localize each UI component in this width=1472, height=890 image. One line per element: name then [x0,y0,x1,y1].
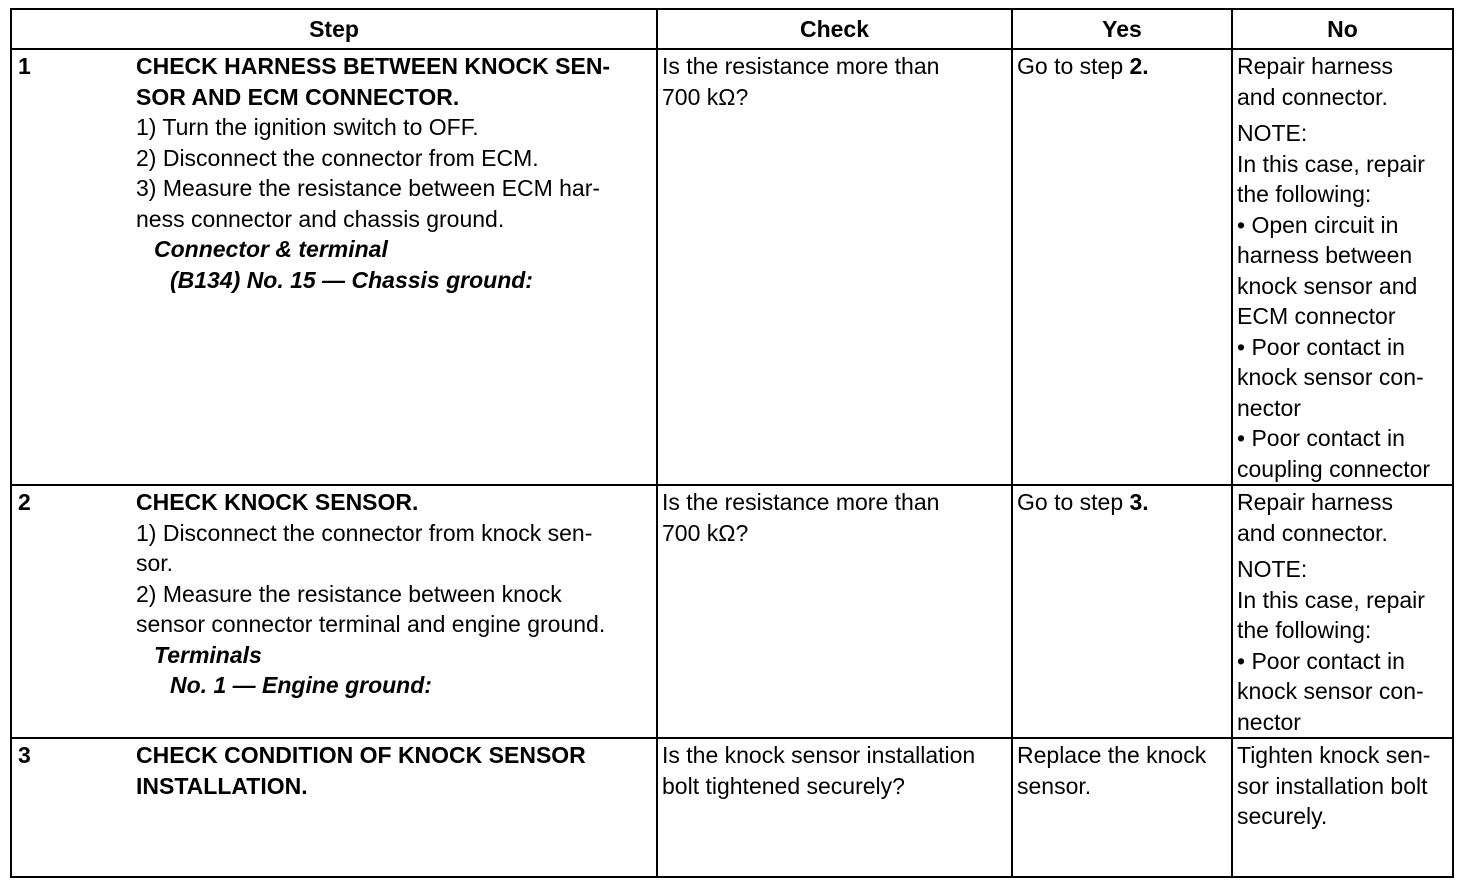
step-cell [11,485,657,738]
note-label: NOTE: [1237,120,1308,146]
instruction-line: sensor connector terminal and engine ground. [136,611,606,637]
note-line: In this case, repair [1237,586,1425,613]
no-line: and connector. [1237,83,1388,110]
note-line: In this case, repair [1237,150,1425,177]
header-row [11,9,1453,49]
table-row [11,49,1453,485]
check-cell [657,738,1012,877]
bullet-line: harness between [1237,242,1413,268]
header-yes: Yes [1012,9,1232,49]
header-no: No [1232,9,1453,49]
step-title-line: CHECK CONDITION OF KNOCK SENSOR [136,742,586,768]
no-line: Repair harness [1237,53,1393,79]
header-check: Check [657,9,1012,49]
check-line: 700 kΩ? [662,83,749,110]
no-line: securely. [1237,803,1328,829]
bullet-line: nector [1237,708,1301,735]
instruction-line: 3) Measure the resistance between ECM har- [136,175,601,201]
bullet-line: knock sensor and [1237,272,1418,299]
check-cell [657,485,1012,738]
instruction-line: ness connector and chassis ground. [136,205,505,232]
no-cell [1232,49,1453,485]
yes-cell [1012,738,1232,877]
bullet-line: nector [1237,394,1301,421]
bullet-line: knock sensor con- [1237,364,1424,390]
no-line: sor installation bolt [1237,772,1428,799]
table-row [11,485,1453,738]
table-row [11,738,1453,877]
step-title-line: SOR AND ECM CONNECTOR. [136,83,460,110]
yes-cell [1012,485,1232,738]
check-line: Is the resistance more than [662,53,940,79]
no-cell [1232,738,1453,877]
instruction-line: 1) Turn the ignition switch to OFF. [136,114,479,140]
no-line: Tighten knock sen- [1237,742,1431,768]
spec-value: (B134) No. 15 — Chassis ground: [170,266,533,293]
check-line: 700 kΩ? [662,519,749,546]
step-title-line: INSTALLATION. [136,772,308,799]
bullet-line: coupling connector [1237,455,1431,482]
no-line: and connector. [1237,519,1388,546]
step-title-line: CHECK KNOCK SENSOR. [136,489,419,515]
instruction-line: 2) Measure the resistance between knock [136,580,562,607]
step-number: 3 [18,742,31,768]
yes-prefix: Go to step [1017,53,1130,79]
step-cell [11,49,657,485]
spec-label: Connector & terminal [154,236,388,262]
check-cell [657,49,1012,485]
check-line: bolt tightened securely? [662,772,905,799]
instruction-line: 1) Disconnect the connector from knock sen- [136,519,593,546]
header-step: Step [11,9,657,49]
step-number: 1 [18,53,31,79]
no-cell [1232,485,1453,738]
bullet-line: ECM connector [1237,303,1396,329]
note-line: the following: [1237,617,1372,643]
step-cell [11,738,657,877]
check-line: Is the resistance more than [662,489,940,515]
spec-value: No. 1 — Engine ground: [170,672,432,698]
note-line: the following: [1237,181,1372,207]
yes-line: sensor. [1017,772,1092,799]
step-number: 2 [18,489,31,515]
instruction-line: 2) Disconnect the connector from ECM. [136,144,539,171]
yes-prefix: Go to step [1017,489,1130,515]
bullet-line: • Poor contact in [1237,647,1405,674]
note-label: NOTE: [1237,556,1308,582]
check-line: Is the knock sensor installation [662,742,976,768]
spec-label: Terminals [154,641,262,668]
no-line: Repair harness [1237,489,1393,515]
bullet-line: • Poor contact in [1237,333,1405,360]
bullet-line: knock sensor con- [1237,678,1424,704]
yes-step: 2. [1129,53,1149,79]
diagnostic-table [10,8,1454,878]
bullet-line: • Open circuit in [1237,211,1399,238]
instruction-line: sor. [136,550,174,576]
yes-cell [1012,49,1232,485]
bullet-line: • Poor contact in [1237,425,1405,451]
yes-line: Replace the knock [1017,742,1207,768]
step-title-line: CHECK HARNESS BETWEEN KNOCK SEN- [136,53,611,79]
yes-step: 3. [1129,489,1149,515]
